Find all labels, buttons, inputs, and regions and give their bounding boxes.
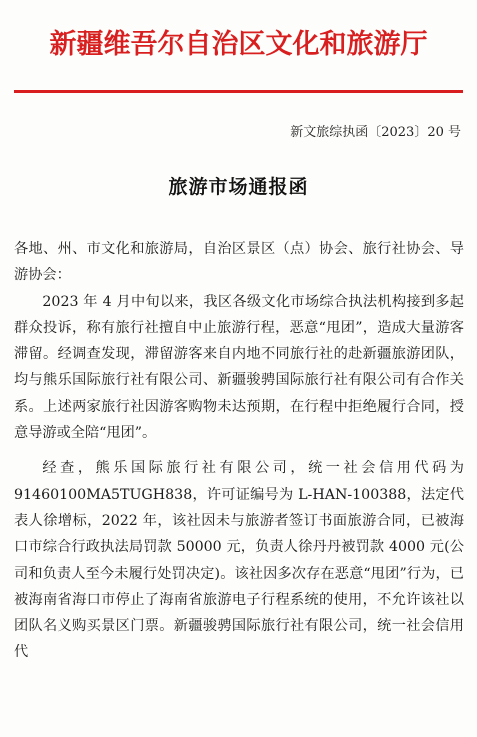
red-header-rule [14,90,463,93]
document-title: 旅游市场通报函 [168,176,309,198]
addressee-line: 各地、州、市文化和旅游局，自治区景区（点）协会、旅行社协会、导游协会： [14,241,464,284]
body-paragraph-complaints: 2023 年 4 月中旬以来，我区各级文化市场综合执法机构接到多起群众投诉，称有旅行社擅自中止旅游行程，恶意“甩团”，造成大量游客滞留。经调查发现，滞留游客来自内地不同旅行社的赴新疆旅游团队，均与熊乐国际旅行社有限公司、新疆骏骋国际旅行社有限公司有合作关系。上述两家旅行社因游客购物未达预期，在行程中拒绝履行合同，授意导游或全陪“甩团”。 [14,293,464,442]
issuing-authority-header: 新疆维吾尔自治区文化和旅游厅 [49,29,428,60]
document-number: 新文旅综执函〔2023〕20 号 [290,125,461,140]
body-paragraph-findings: 经查，熊乐国际旅行社有限公司，统一社会信用代码为91460100MA5TUGH838，许可证编号为 L-HAN-100388，法定代表人徐增标，2022 年，该社因未与旅游者签订书面旅游合同，已被海口市综合行政执法局罚款 50000 元，负责人徐丹丹被罚款 4000 元(公司和负责人至今未履行处罚决定)。该社因多次存在恶意“甩团”行为，已被海南省海口市停止了海南省旅游电子行程系统的使用，不允许该社以团队名义购买景区门票。新疆骏骋国际旅行社有限公司，统一社会信用代 [14,460,464,661]
document-body [14,236,464,666]
